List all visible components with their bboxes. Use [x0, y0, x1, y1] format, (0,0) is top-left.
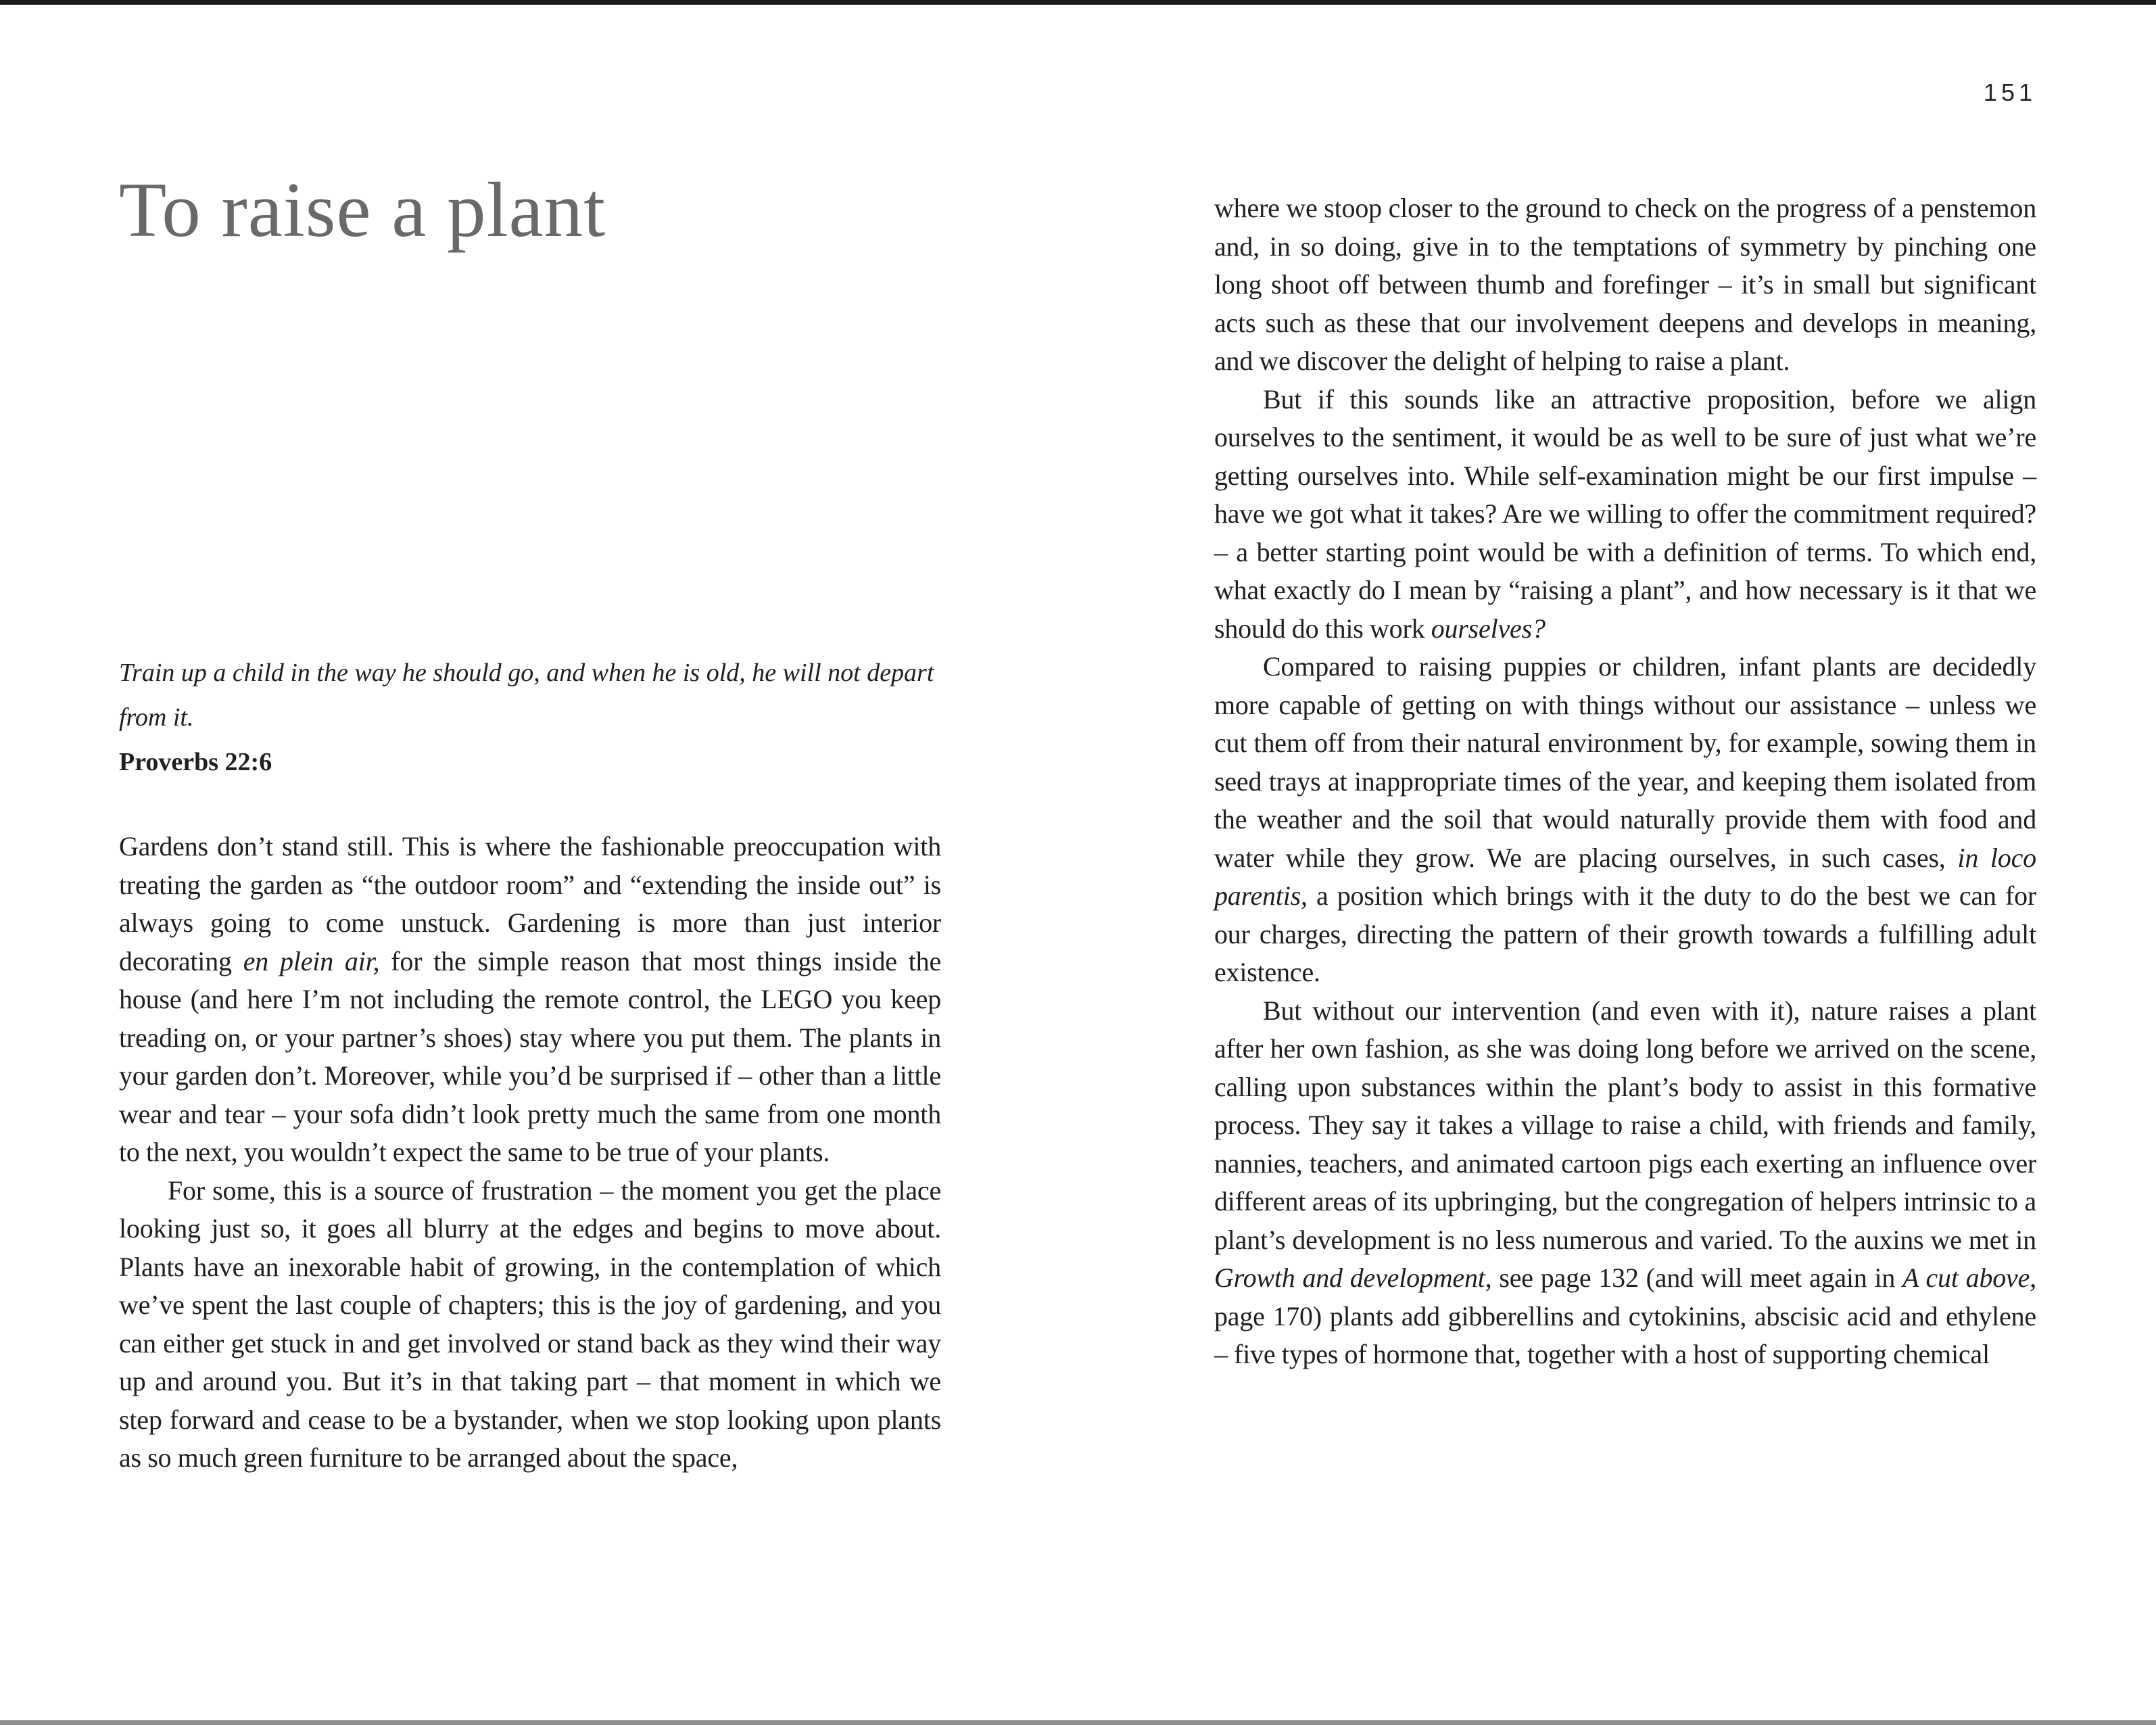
text-run: Gardens don’t stand still. This is where the fashionable preoccupation with treating the garden as “the outdoor room” and “extending the inside out” is always going to come unstuck. Gardening is more than just interior decorating	[119, 831, 941, 976]
epigraph-quote: Train up a child in the way he should go, and when he is old, he will not depart from it.	[119, 659, 934, 732]
chapter-title: To raise a plant	[119, 167, 606, 253]
paragraph	[1214, 992, 2036, 1374]
page-number: 151	[1983, 78, 2036, 106]
left-column-text	[119, 828, 941, 1478]
paragraph	[1214, 381, 2036, 648]
text-run: , page 170) plants add gibberellins and cytokinins, abscisic acid and ethylene – five types of hormone that, together with a host of supporting chemical	[1214, 1262, 2036, 1369]
right-column	[1214, 189, 2036, 1374]
paragraph	[119, 1172, 941, 1478]
text-run: where we stoop closer to the ground to check on the progress of a penstemon and, in so doing, give in to the temptations of symmetry by pinching one long shoot off between thumb and forefinger – it’s in small but significant acts such as these that our involvement deepens and develops in meaning, and we discover the delight of helping to raise a plant.	[1214, 193, 2036, 376]
paragraph	[119, 828, 941, 1172]
text-run: for the simple reason that most things inside the house (and here I’m not including the remote control, the LEGO you keep treading on, or your partner’s shoes) stay where you put them. The plants in your garden don’t. Moreover, while you’d be surprised if – other than a little wear and tear – your sofa didn’t look pretty much the same from one month to the next, you wouldn’t expect the same to be true of your plants.	[119, 945, 941, 1167]
epigraph	[119, 651, 941, 784]
right-column-text	[1214, 189, 2036, 1374]
paragraph	[1214, 648, 2036, 992]
paragraph	[1214, 189, 2036, 381]
epigraph-attribution: Proverbs 22:6	[119, 748, 272, 776]
italic-text-run: A cut above	[1902, 1262, 2030, 1293]
italic-text-run: Growth and development	[1214, 1262, 1485, 1293]
text-run: Compared to raising puppies or children, infant plants are decidedly more capable of getting on with things without our assistance – unless we cut them off from their natural environment by, for example, sowing them in seed trays at inappropriate times of the year, and keeping them isolated from the weather and the soil that would naturally provide them with food and water while they grow. We are placing ourselves, in such cases,	[1214, 651, 2036, 873]
text-run: , see page 132 (and will meet again in	[1485, 1262, 1903, 1293]
text-run: , a position which brings with it the duty to do the best we can for our charges, directing the pattern of their growth towards a fulfilling adult existence.	[1214, 880, 2036, 987]
italic-text-run: ourselves?	[1431, 613, 1546, 644]
italic-text-run: en plein air,	[243, 945, 380, 976]
bottom-edge-bar	[0, 1720, 2156, 1725]
text-run: For some, this is a source of frustration – the moment you get the place looking just so, it goes all blurry at the edges and begins to move about. Plants have an inexorable habit of growing, in the contemplation of which we’ve spent the last couple of chapters; this is the joy of gardening, and you can either get stuck in and get involved or stand back as they wind their way up and around you. But it’s in that taking part – that moment in which we step forward and cease to be a bystander, when we stop looking upon plants as so much green furniture to be arranged about the space,	[119, 1175, 941, 1473]
text-run: But without our intervention (and even with it), nature raises a plant after her own fashion, as she was doing long before we arrived on the scene, calling upon substances within the plant’s body to assist in this formative process. They say it takes a village to raise a child, with friends and family, nannies, teachers, and animated cartoon pigs each exerting an influence over different areas of its upbringing, but the congregation of helpers intrinsic to a plant’s development is no less numerous and varied. To the auxins we met in	[1214, 995, 2036, 1255]
text-run: But if this sounds like an attractive proposition, before we align ourselves to the sentiment, it would be as well to be sure of just what we’re getting ourselves into. While self-examination might be our first impulse – have we got what it takes? Are we willing to offer the commitment required? – a better starting point would be with a definition of terms. To which end, what exactly do I mean by “raising a plant”, and how necessary is it that we should do this work	[1214, 383, 2036, 644]
italic-text-run: in loco parentis	[1214, 842, 2036, 911]
left-column	[119, 0, 941, 1725]
